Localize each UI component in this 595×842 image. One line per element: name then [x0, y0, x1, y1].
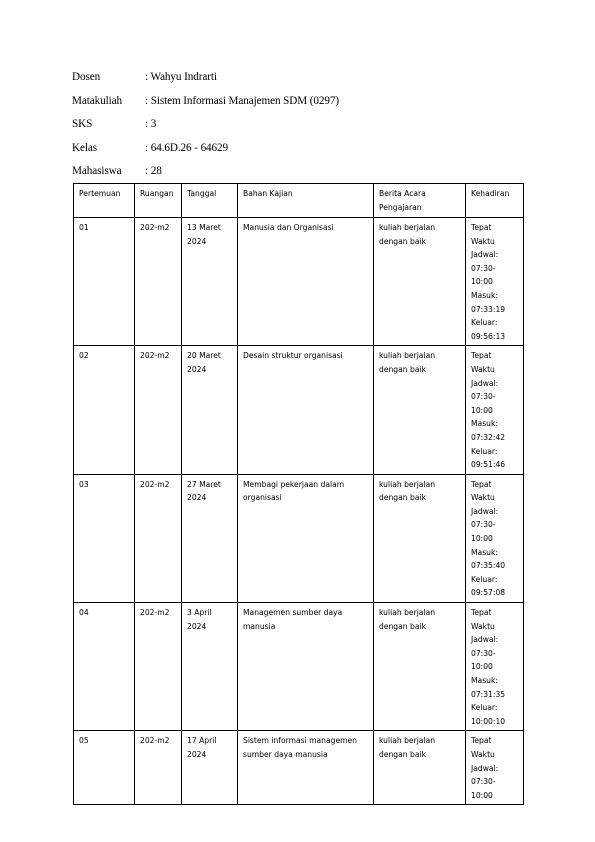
- kehadiran-line: 10:00: [471, 277, 493, 287]
- kehadiran-line: Keluar:: [471, 446, 498, 456]
- kehadiran-line: Masuk:: [471, 290, 498, 300]
- table-row: [74, 603, 524, 731]
- table-row: [74, 346, 524, 474]
- table-row: [74, 474, 524, 602]
- column-header: Ruangan: [135, 184, 182, 218]
- info-label: Matakuliah: [72, 94, 122, 107]
- kehadiran-line: 07:35:40: [471, 561, 506, 571]
- kehadiran-line: 10:00: [471, 534, 493, 544]
- cell-bahan-kajian: Desain struktur organisasi: [238, 346, 374, 474]
- cell-kehadiran: [466, 346, 524, 474]
- kehadiran-line: Keluar:: [471, 703, 498, 713]
- kehadiran-line: Waktu: [471, 493, 495, 503]
- cell-berita-acara: kuliah berjalan dengan baik: [374, 218, 466, 346]
- kehadiran-line: Waktu: [471, 364, 495, 374]
- kehadiran-line: Tepat: [471, 351, 492, 361]
- kehadiran-line: 07:33:19: [471, 304, 506, 314]
- cell-ruangan: 202-m2: [135, 731, 182, 805]
- cell-ruangan: 202-m2: [135, 603, 182, 731]
- cell-berita-acara: kuliah berjalan dengan baik: [374, 346, 466, 474]
- cell-pertemuan: 01: [74, 218, 135, 346]
- info-label: Dosen: [72, 71, 101, 83]
- cell-ruangan: 202-m2: [135, 218, 182, 346]
- kehadiran-line: 10:00: [471, 790, 493, 800]
- kehadiran-line: Tepat: [471, 736, 492, 746]
- kehadiran-line: Tepat: [471, 608, 492, 618]
- kehadiran-line: 10:00: [471, 405, 493, 415]
- attendance-table: [73, 183, 524, 805]
- info-value: : Wahyu Indrarti: [145, 71, 217, 83]
- table-row: [74, 731, 524, 805]
- cell-pertemuan: 04: [74, 603, 135, 731]
- cell-berita-acara: kuliah berjalan dengan baik: [374, 731, 466, 805]
- column-header: Pertemuan: [74, 184, 135, 218]
- cell-pertemuan: 02: [74, 346, 135, 474]
- cell-kehadiran: [466, 603, 524, 731]
- column-header: Bahan Kajian: [238, 184, 374, 218]
- cell-tanggal: 3 April 2024: [182, 603, 238, 731]
- info-row-kelas: [72, 142, 339, 166]
- cell-kehadiran: [466, 218, 524, 346]
- cell-ruangan: 202-m2: [135, 474, 182, 602]
- info-row-dosen: [72, 71, 339, 95]
- cell-bahan-kajian: Membagi pekerjaan dalam organisasi: [238, 474, 374, 602]
- kehadiran-line: Tepat: [471, 223, 492, 232]
- cell-bahan-kajian: Manusia dan Organisasi: [238, 218, 374, 346]
- kehadiran-line: 07:30-: [471, 520, 496, 530]
- kehadiran-line: 07:30-: [471, 392, 496, 402]
- cell-pertemuan: 05: [74, 731, 135, 805]
- kehadiran-line: Jadwal:: [471, 763, 499, 773]
- cell-berita-acara: kuliah berjalan dengan baik: [374, 474, 466, 602]
- cell-tanggal: 27 Maret 2024: [182, 474, 238, 602]
- kehadiran-line: Masuk:: [471, 676, 498, 685]
- kehadiran-line: Waktu: [471, 621, 495, 631]
- kehadiran-line: Jadwal:: [471, 378, 499, 388]
- column-header: Tanggal: [182, 184, 238, 218]
- kehadiran-line: Keluar:: [471, 574, 498, 584]
- kehadiran-line: 07:32:42: [471, 432, 506, 442]
- info-row-matakuliah: [72, 95, 339, 119]
- info-label: Kelas: [72, 141, 97, 154]
- kehadiran-line: 07:31:35: [471, 689, 506, 699]
- info-label: Mahasiswa: [72, 165, 122, 177]
- course-info: [72, 71, 339, 189]
- cell-tanggal: 13 Maret 2024: [182, 218, 238, 346]
- cell-kehadiran: [466, 474, 524, 602]
- kehadiran-line: Jadwal:: [471, 506, 499, 516]
- column-header: Kehadiran: [466, 184, 524, 218]
- kehadiran-line: 09:57:08: [471, 588, 506, 598]
- cell-ruangan: 202-m2: [135, 346, 182, 474]
- info-label: SKS: [72, 118, 93, 130]
- kehadiran-line: Jadwal:: [471, 250, 499, 260]
- kehadiran-line: 07:30-: [471, 263, 496, 273]
- kehadiran-line: Waktu: [471, 236, 495, 246]
- cell-berita-acara: kuliah berjalan dengan baik: [374, 603, 466, 731]
- kehadiran-line: Waktu: [471, 749, 495, 759]
- kehadiran-line: Masuk:: [471, 419, 498, 429]
- kehadiran-line: 07:30-: [471, 777, 496, 787]
- kehadiran-line: Keluar:: [471, 318, 498, 328]
- info-value: : Sistem Informasi Manajemen SDM (0297): [145, 94, 340, 107]
- info-value: : 64.6D.26 - 64629: [145, 141, 229, 154]
- kehadiran-line: 07:30-: [471, 648, 496, 658]
- cell-tanggal: 17 April 2024: [182, 731, 238, 805]
- kehadiran-line: 10:00:10: [471, 716, 506, 726]
- kehadiran-line: 09:51:46: [471, 460, 506, 470]
- kehadiran-line: 09:56:13: [471, 331, 506, 341]
- cell-bahan-kajian: Managemen sumber daya manusia: [238, 603, 374, 731]
- table-row: [74, 218, 524, 346]
- cell-bahan-kajian: Sistem informasi managemen sumber daya manusia: [238, 731, 374, 805]
- kehadiran-line: 10:00: [471, 662, 493, 672]
- column-header: Berita Acara Pengajaran: [374, 184, 466, 218]
- table-header-row: [74, 184, 524, 218]
- info-row-sks: [72, 118, 339, 142]
- info-value: : 3: [145, 118, 157, 130]
- kehadiran-line: Tepat: [471, 479, 492, 489]
- cell-pertemuan: 03: [74, 474, 135, 602]
- info-value: : 28: [145, 165, 162, 177]
- cell-tanggal: 20 Maret 2024: [182, 346, 238, 474]
- kehadiran-line: Jadwal:: [471, 635, 499, 645]
- cell-kehadiran: [466, 731, 524, 805]
- kehadiran-line: Masuk:: [471, 547, 498, 557]
